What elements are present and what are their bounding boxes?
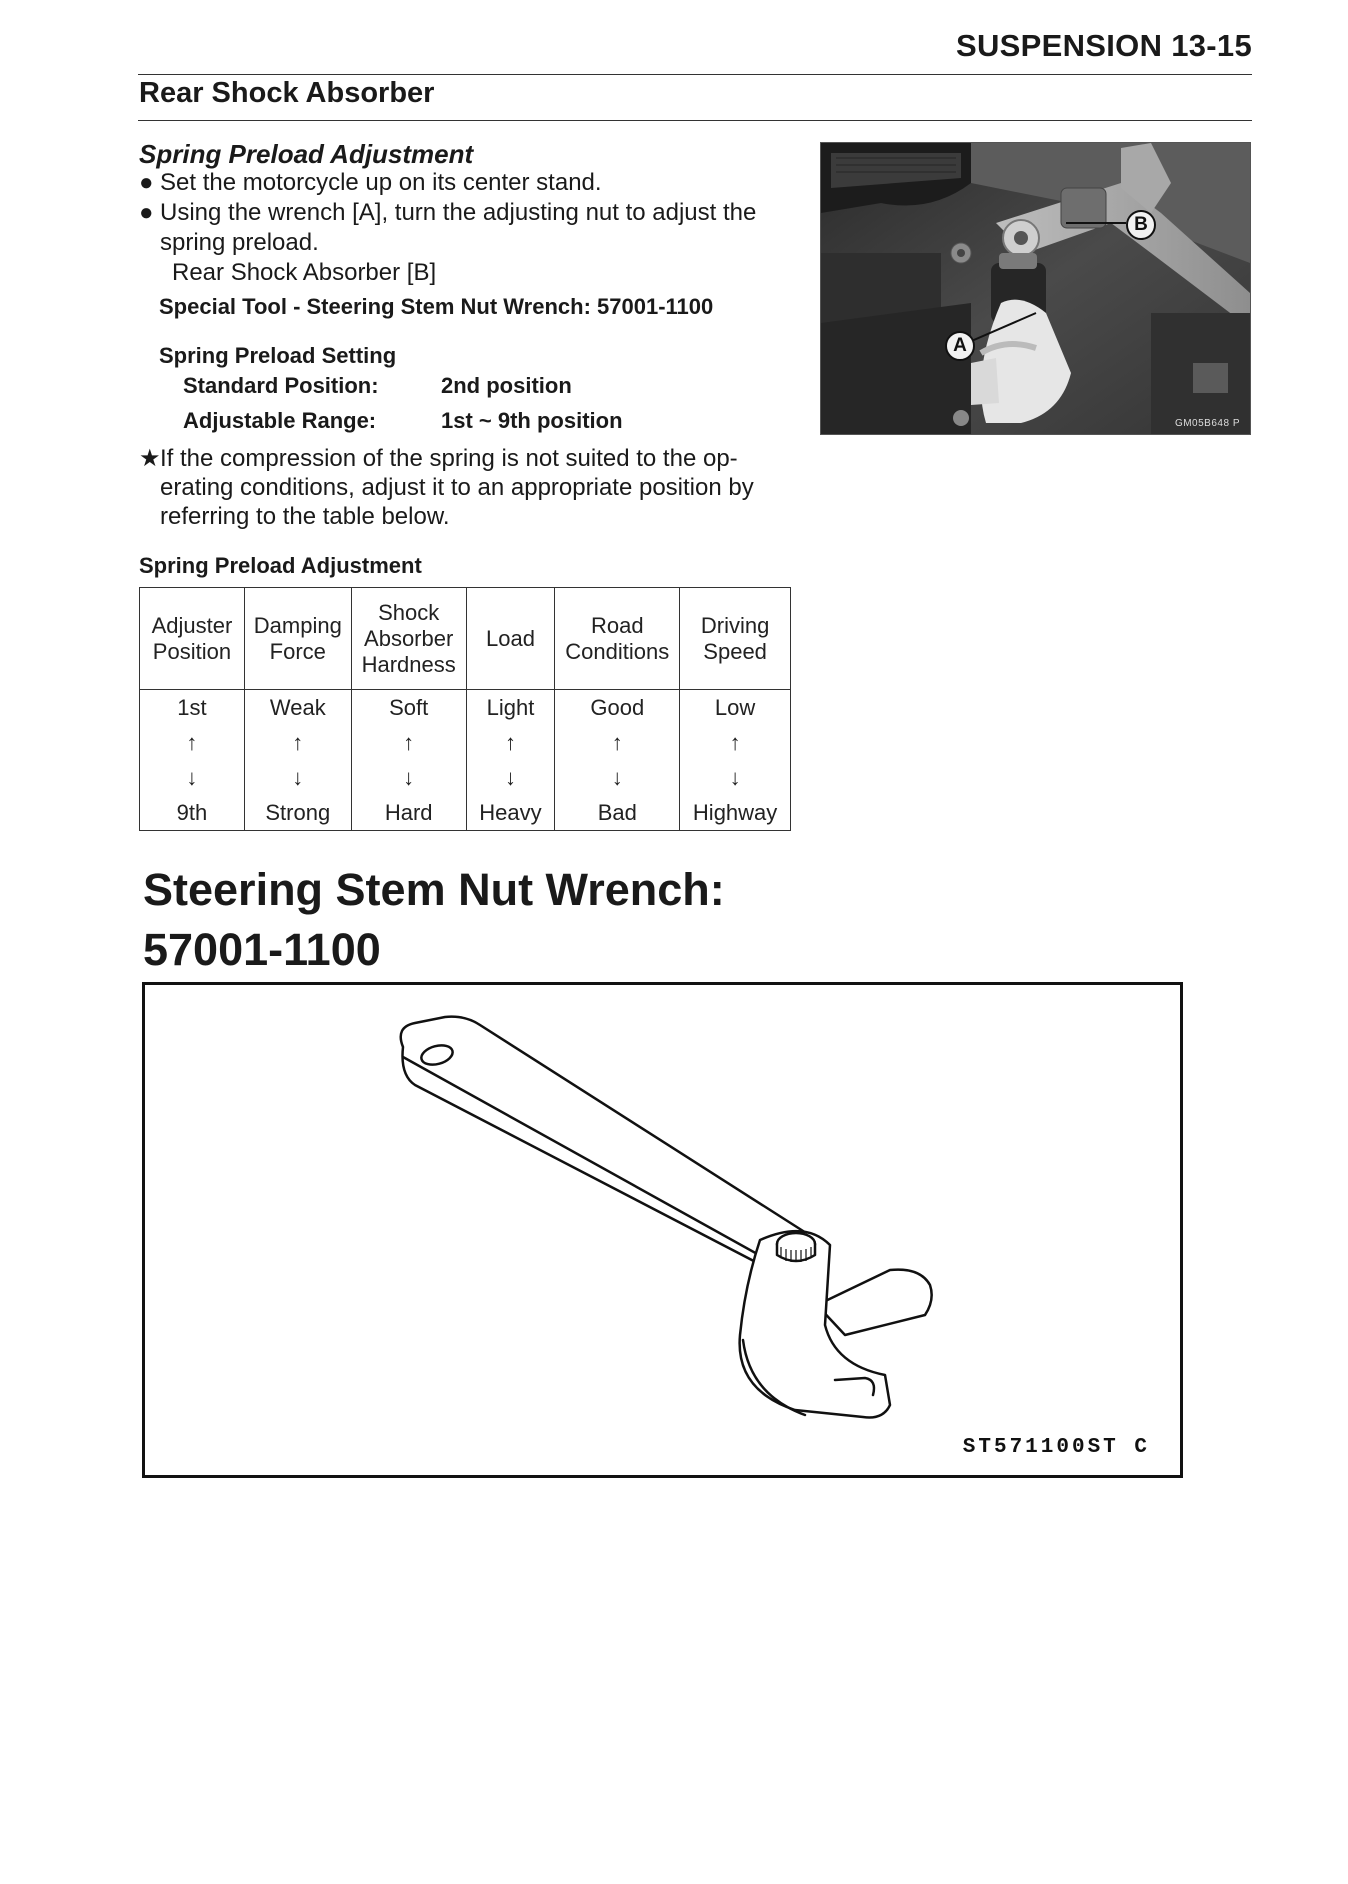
rear-shock-illustration [821,143,1250,434]
tool-title [143,860,725,980]
table-cell: Low ↑ ↓ Highway [680,690,791,831]
up-arrow-icon: ↑ [611,730,623,755]
header-load: Load [466,588,555,690]
rear-shock-photo [820,142,1251,435]
page-header-title: SUSPENSION 13-15 [956,28,1252,63]
header-rule [138,74,1252,75]
table-cell: Weak ↑ ↓ Strong [244,690,351,831]
table-header-row [140,588,791,690]
tool-title-name: Steering Stem Nut Wrench: [143,864,725,915]
setting-title: Spring Preload Setting [159,343,397,368]
drawing-reference-code: ST571100ST C [962,1436,1150,1459]
bullet-item [139,198,799,258]
bullet-text: Set the motorcycle up on its center stand. [160,169,602,196]
note-text-line: erating conditions, adjust it to an appropriate position by [160,474,754,501]
header-shock-absorber-hardness: Shock Absorber Hardness [351,588,466,690]
bullet-mark: ● [139,199,154,226]
header-road-conditions: Road Conditions [555,588,680,690]
table-cell: Good ↑ ↓ Bad [555,690,680,831]
down-arrow-icon: ↓ [186,765,198,790]
adjustable-range-value: 1st ~ 9th position [441,408,623,433]
star-mark: ★ [139,445,161,472]
procedure-title: Spring Preload Adjustment [139,139,474,169]
note-text-line: If the compression of the spring is not suited to the op- [160,445,738,472]
note-text-line: referring to the table below. [160,503,450,530]
down-arrow-icon: ↓ [729,765,741,790]
tool-drawing-frame [142,982,1183,1478]
sub-item-text: Rear Shock Absorber [B] [172,259,437,286]
up-arrow-icon: ↑ [292,730,304,755]
callout-a: A [945,331,975,361]
table-cell: Light ↑ ↓ Heavy [466,690,555,831]
section-title: Rear Shock Absorber [139,77,435,109]
standard-position-label: Standard Position: [183,373,379,398]
bullet-text-line: Using the wrench [A], turn the adjusting nut to adjust the [160,199,757,226]
up-arrow-icon: ↑ [504,730,516,755]
tool-part-number: 57001-1100 [143,924,381,975]
down-arrow-icon: ↓ [611,765,623,790]
header-damping-force: Damping Force [244,588,351,690]
table-row [140,690,791,831]
down-arrow-icon: ↓ [403,765,415,790]
section-rule [138,120,1252,121]
bullet-item [139,168,799,198]
up-arrow-icon: ↑ [186,730,198,755]
adjustable-range-label: Adjustable Range: [183,408,377,433]
table-caption: Spring Preload Adjustment [139,553,422,578]
header-driving-speed: Driving Speed [680,588,791,690]
preload-table [139,587,791,831]
callout-b: B [1126,210,1156,240]
up-arrow-icon: ↑ [729,730,741,755]
photo-reference-code: GM05B648 P [1174,418,1240,429]
header-adjuster-position: Adjuster Position [140,588,245,690]
bullet-text-line: spring preload. [160,229,319,256]
down-arrow-icon: ↓ [504,765,516,790]
bullet-mark: ● [139,169,154,196]
table-cell: Soft ↑ ↓ Hard [351,690,466,831]
special-tool-line: Special Tool - Steering Stem Nut Wrench: 57001-1100 [159,294,714,319]
up-arrow-icon: ↑ [403,730,415,755]
table-cell: 1st ↑ ↓ 9th [140,690,245,831]
note-item [139,444,799,534]
standard-position-value: 2nd position [441,373,572,398]
down-arrow-icon: ↓ [292,765,304,790]
wrench-drawing [145,985,1180,1475]
